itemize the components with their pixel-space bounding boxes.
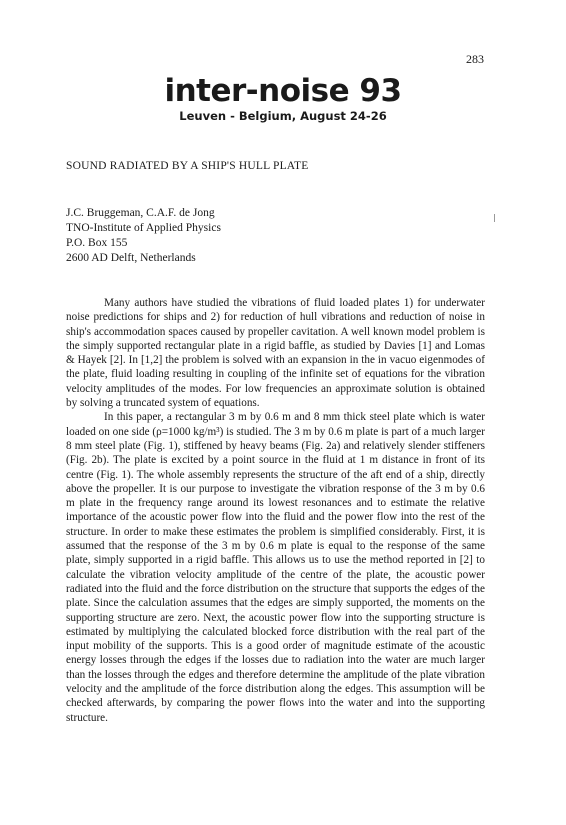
margin-mark <box>494 214 495 222</box>
author-block <box>66 206 221 266</box>
author-city: 2600 AD Delft, Netherlands <box>66 252 196 264</box>
conference-logo: inter-noise 93 <box>164 73 402 109</box>
paragraph-2: In this paper, a rectangular 3 m by 0.6 m and 8 mm thick steel plate which is water loaded on one side (ρ=1000 kg/m³) is studied. The 3 m by 0.6 m plate is part of a much larger 8 mm steel plate (Fig. 1), stiffened by heavy beams (Fig. 2a) and relatively slender stiffeners (Fig. 2b). The plate is excited by a point source in the fluid at 1 m distance in front of its centre (Fig. 1). The whole assembly represents the structure of the aft end of a ship, directly above the propeller. It is our purpose to investigate the vibration response of the 3 m by 0.6 m plate in the frequency range around its lowest resonances and to estimate the relative importance of the acoustic power flow into the fluid and the power flow into the rest of the structure. In order to make these estimates the problem is simplified considerably. First, it is assumed that the response of the 3 m by 0.6 m plate is equal to the response of the same plate, simply supported in a rigid baffle. This allows us to use the method reported in [2] to calculate the vibration velocity amplitude of the centre of the plate, the acoustic power radiated into the fluid and the force distribution on the structure that supports the edges of the plate. Since the calculation assumes that the edges are simply supported, the moments on the supporting structure are zero. Next, the acoustic power flow into the supporting structure is estimated by multiplying the calculated blocked force distribution with the real part of the input mobility of the supports. This is a good order of magnitude estimate of the acoustic energy losses through the edges if the losses due to radiation into the water are much larger than the losses through the edges and therefore determine the amplitude of the plate vibration velocity and the amplitude of the force distribution along the edges. This assumption will be checked afterwards, by comparing the power flows into the water and into the supporting structure. <box>66 411 485 724</box>
paper-title: SOUND RADIATED BY A SHIP'S HULL PLATE <box>66 160 309 172</box>
author-institute: TNO-Institute of Applied Physics <box>66 222 221 234</box>
conference-subtitle: Leuven - Belgium, August 24-26 <box>179 109 387 123</box>
author-names: J.C. Bruggeman, C.A.F. de Jong <box>66 207 215 219</box>
author-po-box: P.O. Box 155 <box>66 237 128 249</box>
body-text <box>66 296 485 725</box>
paragraph-1: Many authors have studied the vibrations of fluid loaded plates 1) for underwater noise predictions for ships and 2) for reduction of hull vibrations and reduction of noise in ship's accommodation spaces caused by propeller cavitation. A well known model problem is the simply supported rectangular plate in a rigid baffle, as studied by Davies [1] and Lomas & Hayek [2]. In [1,2] the problem is solved with an expansion in the in vacuo eigenmodes of the plate, fluid loading resulting in coupling of the infinite set of equations for the vibration velocity amplitudes of the modes. For low frequencies an approximate solution is obtained by solving a truncated system of equations. <box>66 297 485 410</box>
page-number: 283 <box>466 52 484 66</box>
